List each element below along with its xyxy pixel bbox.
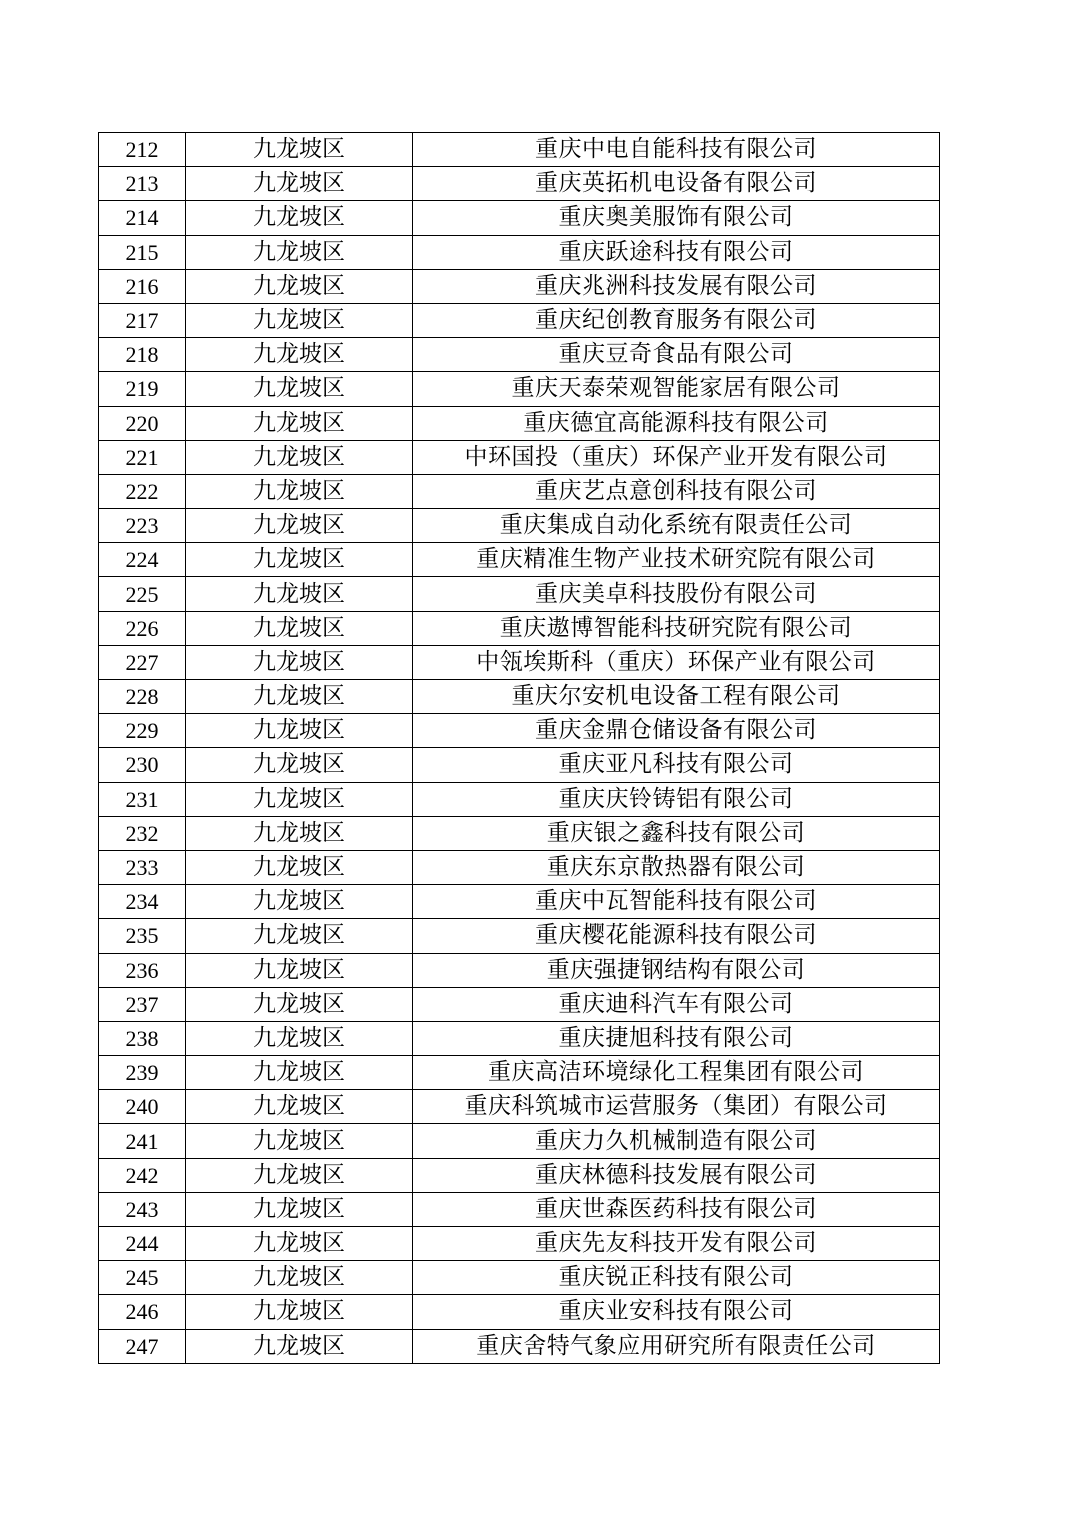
company-name-cell: 中瓴埃斯科（重庆）环保产业有限公司 [413, 645, 940, 679]
table-row [99, 474, 940, 508]
table-row [99, 680, 940, 714]
company-name-cell: 重庆集成自动化系统有限责任公司 [413, 509, 940, 543]
district-cell: 九龙坡区 [186, 1158, 413, 1192]
company-name-cell: 重庆银之鑫科技有限公司 [413, 816, 940, 850]
district-cell: 九龙坡区 [186, 1295, 413, 1329]
district-cell: 九龙坡区 [186, 885, 413, 919]
row-number-cell: 220 [99, 406, 186, 440]
row-number-cell: 215 [99, 235, 186, 269]
district-cell: 九龙坡区 [186, 269, 413, 303]
district-cell: 九龙坡区 [186, 1056, 413, 1090]
row-number-cell: 227 [99, 645, 186, 679]
district-cell: 九龙坡区 [186, 680, 413, 714]
row-number-cell: 247 [99, 1329, 186, 1363]
company-name-cell: 重庆捷旭科技有限公司 [413, 1021, 940, 1055]
row-number-cell: 233 [99, 850, 186, 884]
district-cell: 九龙坡区 [186, 1227, 413, 1261]
district-cell: 九龙坡区 [186, 919, 413, 953]
district-cell: 九龙坡区 [186, 167, 413, 201]
row-number-cell: 230 [99, 748, 186, 782]
table-row [99, 885, 940, 919]
table-row [99, 816, 940, 850]
company-name-cell: 重庆庆铃铸铝有限公司 [413, 782, 940, 816]
table-row [99, 987, 940, 1021]
district-cell: 九龙坡区 [186, 509, 413, 543]
table-row [99, 748, 940, 782]
table-row [99, 303, 940, 337]
district-cell: 九龙坡区 [186, 406, 413, 440]
table-row [99, 440, 940, 474]
district-cell: 九龙坡区 [186, 953, 413, 987]
company-name-cell: 重庆世森医药科技有限公司 [413, 1192, 940, 1226]
company-name-cell: 重庆亚凡科技有限公司 [413, 748, 940, 782]
company-name-cell: 重庆兆洲科技发展有限公司 [413, 269, 940, 303]
district-cell: 九龙坡区 [186, 1124, 413, 1158]
row-number-cell: 235 [99, 919, 186, 953]
row-number-cell: 237 [99, 987, 186, 1021]
district-cell: 九龙坡区 [186, 1329, 413, 1363]
table-row [99, 509, 940, 543]
company-name-cell: 重庆樱花能源科技有限公司 [413, 919, 940, 953]
table-row [99, 1227, 940, 1261]
company-name-cell: 重庆豆奇食品有限公司 [413, 338, 940, 372]
row-number-cell: 242 [99, 1158, 186, 1192]
district-cell: 九龙坡区 [186, 1192, 413, 1226]
table-row [99, 406, 940, 440]
company-name-cell: 重庆尔安机电设备工程有限公司 [413, 680, 940, 714]
district-cell: 九龙坡区 [186, 1090, 413, 1124]
table-row [99, 645, 940, 679]
table-row [99, 1158, 940, 1192]
table-row [99, 269, 940, 303]
company-name-cell: 重庆强捷钢结构有限公司 [413, 953, 940, 987]
company-name-cell: 重庆遨博智能科技研究院有限公司 [413, 611, 940, 645]
row-number-cell: 223 [99, 509, 186, 543]
district-cell: 九龙坡区 [186, 543, 413, 577]
row-number-cell: 229 [99, 714, 186, 748]
company-name-cell: 重庆跃途科技有限公司 [413, 235, 940, 269]
row-number-cell: 244 [99, 1227, 186, 1261]
table-row [99, 372, 940, 406]
table-row [99, 167, 940, 201]
district-cell: 九龙坡区 [186, 235, 413, 269]
table-row [99, 338, 940, 372]
company-name-cell: 重庆先友科技开发有限公司 [413, 1227, 940, 1261]
table-row [99, 611, 940, 645]
company-name-cell: 重庆中电自能科技有限公司 [413, 133, 940, 167]
row-number-cell: 246 [99, 1295, 186, 1329]
company-name-cell: 重庆中瓦智能科技有限公司 [413, 885, 940, 919]
district-cell: 九龙坡区 [186, 987, 413, 1021]
row-number-cell: 222 [99, 474, 186, 508]
district-cell: 九龙坡区 [186, 577, 413, 611]
row-number-cell: 214 [99, 201, 186, 235]
row-number-cell: 216 [99, 269, 186, 303]
table-row [99, 1124, 940, 1158]
district-cell: 九龙坡区 [186, 645, 413, 679]
row-number-cell: 234 [99, 885, 186, 919]
table-row [99, 953, 940, 987]
company-name-cell: 重庆高洁环境绿化工程集团有限公司 [413, 1056, 940, 1090]
company-name-cell: 重庆力久机械制造有限公司 [413, 1124, 940, 1158]
company-name-cell: 重庆纪创教育服务有限公司 [413, 303, 940, 337]
company-name-cell: 重庆科筑城市运营服务（集团）有限公司 [413, 1090, 940, 1124]
company-name-cell: 重庆艺点意创科技有限公司 [413, 474, 940, 508]
table-row [99, 850, 940, 884]
table-body [99, 133, 940, 1364]
table-row [99, 1090, 940, 1124]
district-cell: 九龙坡区 [186, 611, 413, 645]
table-row [99, 714, 940, 748]
district-cell: 九龙坡区 [186, 1261, 413, 1295]
company-name-cell: 重庆天泰荣观智能家居有限公司 [413, 372, 940, 406]
company-list-table [98, 132, 940, 1364]
district-cell: 九龙坡区 [186, 782, 413, 816]
row-number-cell: 243 [99, 1192, 186, 1226]
company-name-cell: 中环国投（重庆）环保产业开发有限公司 [413, 440, 940, 474]
row-number-cell: 236 [99, 953, 186, 987]
table-row [99, 1329, 940, 1363]
company-name-cell: 重庆林德科技发展有限公司 [413, 1158, 940, 1192]
row-number-cell: 218 [99, 338, 186, 372]
district-cell: 九龙坡区 [186, 201, 413, 235]
district-cell: 九龙坡区 [186, 474, 413, 508]
row-number-cell: 231 [99, 782, 186, 816]
row-number-cell: 226 [99, 611, 186, 645]
district-cell: 九龙坡区 [186, 440, 413, 474]
table-row [99, 577, 940, 611]
company-name-cell: 重庆东京散热器有限公司 [413, 850, 940, 884]
company-name-cell: 重庆业安科技有限公司 [413, 1295, 940, 1329]
district-cell: 九龙坡区 [186, 850, 413, 884]
row-number-cell: 241 [99, 1124, 186, 1158]
district-cell: 九龙坡区 [186, 133, 413, 167]
row-number-cell: 239 [99, 1056, 186, 1090]
table-row [99, 1056, 940, 1090]
table-row [99, 1295, 940, 1329]
row-number-cell: 213 [99, 167, 186, 201]
row-number-cell: 228 [99, 680, 186, 714]
row-number-cell: 245 [99, 1261, 186, 1295]
row-number-cell: 212 [99, 133, 186, 167]
company-name-cell: 重庆德宜高能源科技有限公司 [413, 406, 940, 440]
district-cell: 九龙坡区 [186, 1021, 413, 1055]
row-number-cell: 224 [99, 543, 186, 577]
table-row [99, 235, 940, 269]
table-row [99, 919, 940, 953]
company-name-cell: 重庆英拓机电设备有限公司 [413, 167, 940, 201]
company-name-cell: 重庆舍特气象应用研究所有限责任公司 [413, 1329, 940, 1363]
company-name-cell: 重庆奥美服饰有限公司 [413, 201, 940, 235]
row-number-cell: 219 [99, 372, 186, 406]
district-cell: 九龙坡区 [186, 748, 413, 782]
row-number-cell: 232 [99, 816, 186, 850]
table-row [99, 1021, 940, 1055]
company-name-cell: 重庆锐正科技有限公司 [413, 1261, 940, 1295]
table-row [99, 133, 940, 167]
table-row [99, 782, 940, 816]
table-row [99, 1261, 940, 1295]
district-cell: 九龙坡区 [186, 816, 413, 850]
row-number-cell: 217 [99, 303, 186, 337]
table-row [99, 201, 940, 235]
company-name-cell: 重庆美卓科技股份有限公司 [413, 577, 940, 611]
district-cell: 九龙坡区 [186, 372, 413, 406]
row-number-cell: 225 [99, 577, 186, 611]
table-row [99, 543, 940, 577]
company-name-cell: 重庆迪科汽车有限公司 [413, 987, 940, 1021]
district-cell: 九龙坡区 [186, 714, 413, 748]
company-name-cell: 重庆精准生物产业技术研究院有限公司 [413, 543, 940, 577]
table-row [99, 1192, 940, 1226]
district-cell: 九龙坡区 [186, 338, 413, 372]
row-number-cell: 221 [99, 440, 186, 474]
row-number-cell: 238 [99, 1021, 186, 1055]
row-number-cell: 240 [99, 1090, 186, 1124]
company-name-cell: 重庆金鼎仓储设备有限公司 [413, 714, 940, 748]
district-cell: 九龙坡区 [186, 303, 413, 337]
